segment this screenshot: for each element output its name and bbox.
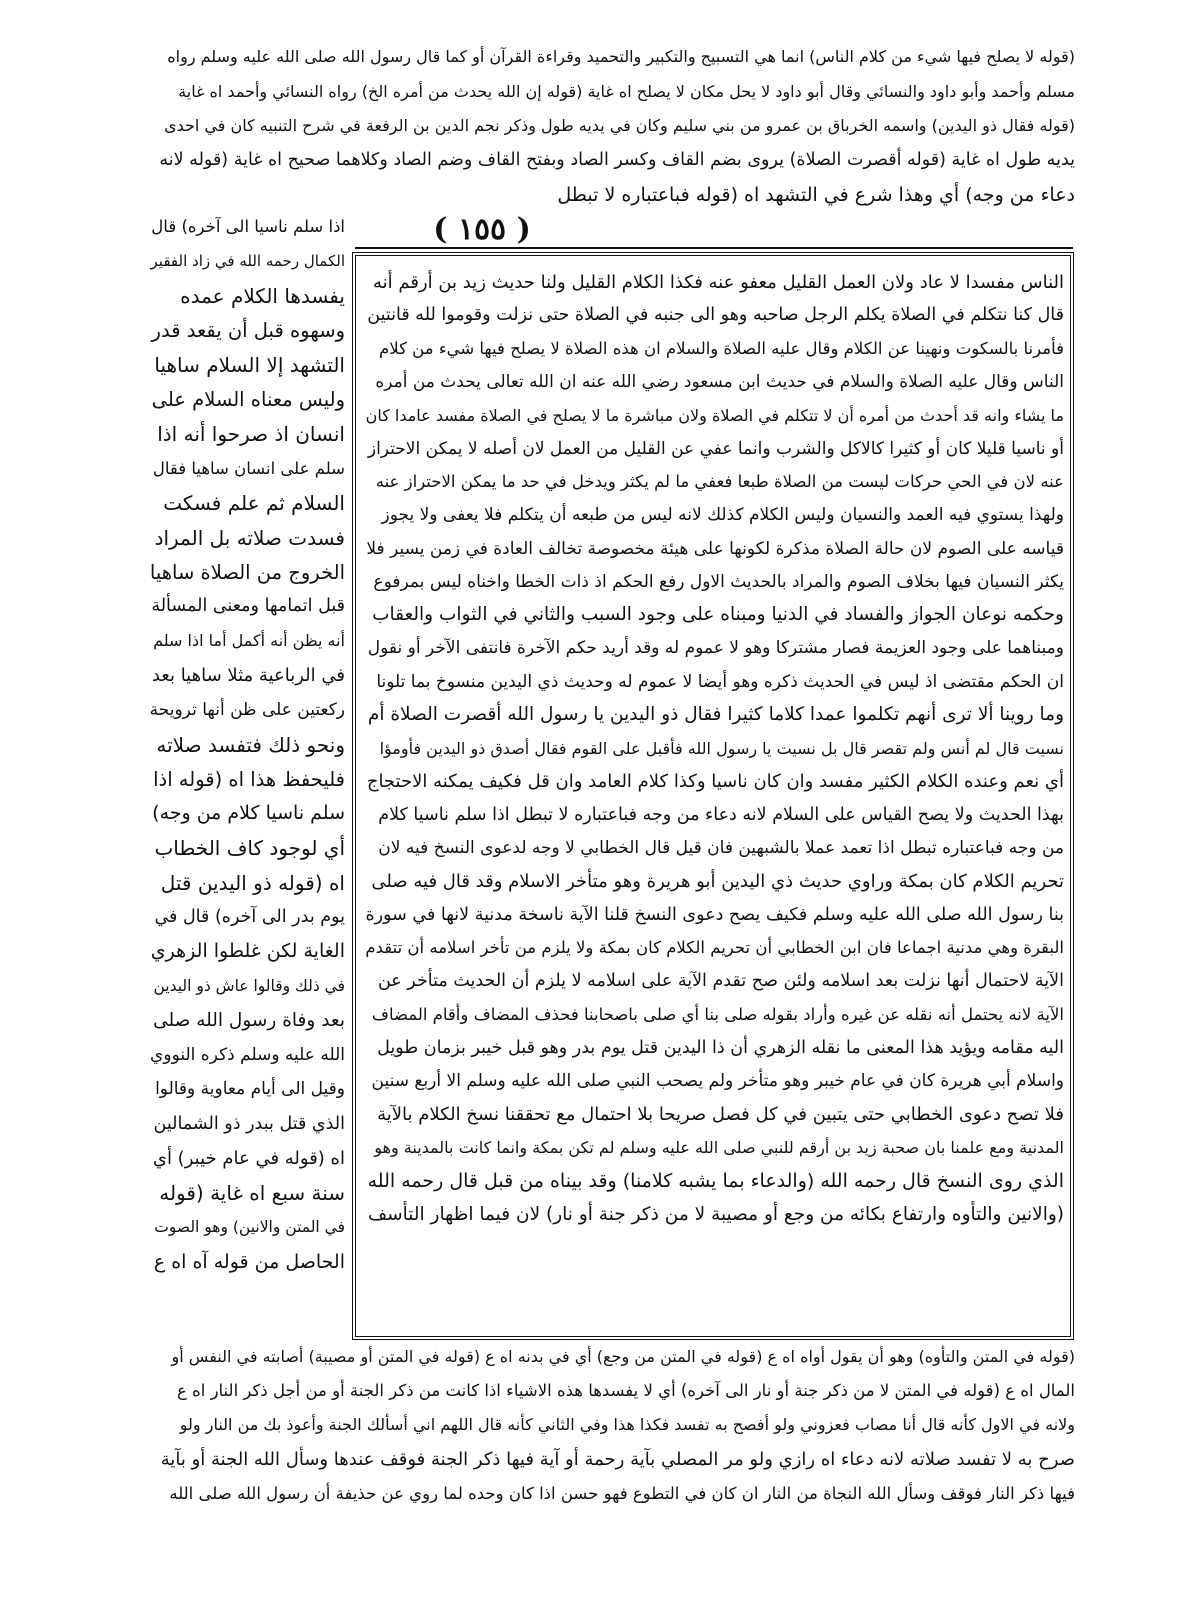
text-line: اذا سلم ناسيا الى آخره) قال — [151, 217, 345, 236]
header-divider — [355, 247, 1073, 249]
text-line: فيها ذكر النار فوقف وسأل الله النجاة من النار ان كان في التطوع فهو حسن اذا كان وحده لما روي عن حذيفة أن رسول الله صلى الله — [169, 1483, 1075, 1503]
text-line: ولهذا يستوي فيه العمد والنسيان وليس الكلام كذلك لانه ليس من طبعه أن يتكلم فلا يعفى ولا يجوز — [381, 505, 1064, 526]
text-line: الذي روى النسخ قال رحمه الله (والدعاء بما يشبه كلامنا) وقد بيناه من قبل قال رحمه الله — [367, 1170, 1064, 1193]
text-line: المال اه ع (قوله في المتن لا من ذكر جنة أو نار الى آخره) أي لا يفسدها هذه الاشياء اذا كانت من ذكر الجنة أو من أجل ذكر النار اه ع — [177, 1381, 1075, 1401]
text-line: ولانه في الاول كأنه قال أنا مصاب فعزوني ولو أفصح به تفسد فكذا هذا وفي الثاني كأنه قال اللهم اني أسألك الجنة وأعوذ بك من النار ولو — [179, 1415, 1075, 1435]
main-text — [362, 266, 1064, 1298]
top-commentary — [155, 40, 1075, 213]
text-line: يكثر النسيان فيها بخلاف الصوم والمراد بالحديث الاول رفع الحكم اذ ذات الخطا واخناه ليس بمرفوع — [373, 571, 1064, 592]
text-line: الله عليه وسلم ذكره النووي — [150, 1044, 345, 1065]
text-line: الناس مفسدا لا عاد ولان العمل القليل معفو عنه فكذا الكلام القليل ولنا حديث زيد بن أرقم أنه — [372, 271, 1064, 293]
text-line: المدنية ومع علمنا بان صحبة زيد بن أرقم للنبي صلى الله عليه وسلم لم تكن بمكة وانما كانت بالمدينة وهو — [374, 1138, 1064, 1158]
text-line: قبل اتمامها ومعنى المسألة — [151, 596, 345, 616]
text-line: سنة سبع اه غاية (قوله — [159, 1181, 345, 1206]
text-line — [362, 1232, 1064, 1265]
text-line: في ذلك وقالوا عاش ذو اليدين — [153, 976, 345, 995]
text-line — [362, 1265, 1064, 1298]
text-line: سلم ناسيا كلام من وجه) — [152, 802, 345, 825]
bottom-commentary — [155, 1340, 1075, 1511]
text-line: ركعتين على ظن أنها ترويحة — [150, 699, 345, 720]
text-line: الآية لانه يحتمل أنه نقله عن غيره وأراد بقوله صلى بنا أي صلى باصحابنا فحذف المضاف وأقام المضاف — [371, 1004, 1064, 1024]
text-line: نسيت قال لم أنس ولم تقصر قال بل نسيت يا رسول الله فأقبل على القوم فقال أصدق ذو اليدين فأومؤا — [379, 738, 1064, 758]
text-line: يفسدها الكلام عمده — [180, 284, 345, 309]
text-line: السلام ثم علم فسكت — [163, 491, 345, 516]
text-line: ونحو ذلك فتفسد صلاته — [156, 732, 345, 757]
text-line: وحكمه نوعان الجواز والفساد في الدنيا ومبناه على وجود السبب والثاني في الثواب والعقاب — [372, 604, 1064, 626]
text-line: (قوله في المتن والتأوه) وهو أن يقول أواه اه ع (قوله في المتن من وجع) أي في بدنه اه ع (قوله في المتن أو مصيبة) أصابته في النفس أو — [171, 1347, 1075, 1367]
text-line: فلا تصح دعوى الخطابي حتى يتبين في كل فصل صريحا بلا احتمال مع تحققنا نسخ الكلام بالآية — [377, 1104, 1064, 1126]
margin-commentary — [150, 210, 345, 1280]
text-line: اه (قوله في عام خيبر) أي — [152, 1147, 345, 1169]
text-line: بعد وفاة رسول الله صلى — [153, 1009, 345, 1031]
text-line: في الرباعية مثلا ساهيا بعد — [151, 664, 345, 686]
text-line: وسهوه قبل أن يقعد قدر — [151, 319, 345, 342]
text-line: واسلام أبي هريرة كان في عام خيبر وهو متأخر ولم يصحب النبي صلى الله عليه وسلم الا أربع سنين — [371, 1071, 1064, 1092]
text-line: (والانين والتأوه وارتفاع بكائه من وجع أو مصيبة لا من ذكر جنة أو نار) لان فيما اظهار التأسف — [367, 1203, 1064, 1225]
text-line: التشهد إلا السلام ساهيا — [154, 353, 345, 378]
text-line: ومبناهما على وجود العزيمة فصار مشتركا وهو لا عموم له وقد أريد حكم الآخرة فانتفى الآخر أو نقول — [367, 638, 1064, 659]
text-line: ما يشاء وانه قد أحدث من أمره أن لا تتكلم في الصلاة ولان مباشرة ما لا يصلح في الصلاة مفسد عامدا كان — [365, 405, 1064, 425]
text-line: الذي قتل ببدر ذو الشمالين — [153, 1113, 345, 1134]
text-line: (قوله لا يصلح فيها شيء من كلام الناس) انما هي التسبيح والتكبير والتحميد وقراءة القرآن أو كما قال رسول الله صلى الله عليه وسلم رواه — [167, 47, 1075, 67]
text-line: الغاية لكن غلطوا الزهري — [150, 940, 345, 963]
text-line: أنه يظن أنه أكمل أما اذا سلم — [153, 631, 345, 651]
text-line: وليس معناه السلام على — [151, 388, 345, 411]
text-line: الحاصل من قوله آه اه ع — [153, 1250, 345, 1273]
text-line: من وجه فباعتباره تبطل اذا تعمد عملا بالشبهين فان قيل قال الخطابي لا وجه لدعوى النسخ فيه لان — [378, 838, 1064, 859]
text-line: الآية لاحتمال أنها نزلت بعد اسلامه ولئن صح تقدم الآية على اسلامه لا يلزم أن الحديث متأخر عن — [377, 971, 1064, 992]
text-line: بهذا الحديث ولا يصح القياس على السلام لانه دعاء من وجه فباعتباره لا تبطل اذا سلم ناسيا كلام — [378, 804, 1064, 825]
text-line: الكمال رحمه الله في زاد الفقير — [150, 252, 345, 271]
text-line: فليحفظ هذا اه (قوله اذا — [153, 767, 345, 791]
text-line: يوم بدر الى آخره) قال في — [154, 906, 345, 927]
text-line: أي نعم وعنده الكلام الكثير مفسد وان كان ناسيا وكذا كلام العامد وان قل فكيف يمكنه الاحتجاج — [366, 771, 1064, 793]
text-line: يديه طول اه غاية (قوله أقصرت الصلاة) يروى بضم القاف وكسر الصاد وبفتح القاف وضم الصاد وكلاهما صحيح اه غاية (قوله لانه — [159, 150, 1075, 170]
text-line: الخروج من الصلاة ساهيا — [150, 560, 345, 584]
text-line: البقرة وهي مدنية اجماعا فان ابن الخطابي أن تحريم الكلام كان بمكة ولا يلزم من تأخر اسلامه أن تتقدم — [365, 938, 1064, 958]
text-line: أي لوجود كاف الخطاب — [154, 836, 345, 861]
text-line: اه (قوله ذو اليدين قتل — [160, 870, 345, 895]
text-line: صرح به لا تفسد صلاته لانه دعاء اه رازي ولو مر المصلي بآية رحمة أو آية فيها ذكر الجنة فوقف عندها وسأل الله الجنة أو بآية — [160, 1448, 1075, 1470]
text-line: الناس وقال عليه الصلاة والسلام في حديث ابن مسعود رضي الله عنه ان الله تعالى يحدث من أمره — [375, 372, 1064, 393]
text-line: ان الحكم مقتضى اذ ليس في الحديث ذكره وهو أيضا لا عموم له وحديث ذي اليدين منسوخ بما تلونا — [376, 671, 1064, 692]
text-line: عنه لان في الحي حركات ليست من الصلاة طبعا فعفي ما لم يكثر ويدخل في حد ما يمكن الاحتراز عنه — [375, 472, 1064, 492]
text-line: قياسه على الصوم لان حالة الصلاة مذكرة لكونها على هيئة مخصوصة تخالف العادة في زمن يسير فلا — [366, 538, 1064, 559]
text-line: دعاء من وجه) أي وهذا شرع في التشهد اه (قوله فباعتباره لا تبطل — [557, 183, 1075, 206]
page-number: ( ١٥٥ ) — [433, 212, 531, 247]
text-line: أو ناسيا قليلا كان أو كثيرا كالاكل والشرب وانما عفي عن القليل من العمل لان أصله لا يمكن الاحتراز — [367, 438, 1064, 459]
text-line: اليه مقامه ويؤيد هذا المعنى ما نقله الزهري أن ذا اليدين قتل يوم بدر وهو قبل خيبر بزمان طويل — [377, 1037, 1064, 1058]
text-line: بنا رسول الله صلى الله عليه وسلم فكيف يصح دعوى النسخ قلنا الآية ناسخة مدنية لانها في سورة — [365, 904, 1064, 925]
text-line: قال كنا نتكلم في الصلاة يكلم الرجل صاحبه وهو الى جنبه في الصلاة حتى نزلت وقوموا لله قانتين — [367, 305, 1064, 326]
text-line: فأمرنا بالسكوت ونهينا عن الكلام وقال عليه الصلاة والسلام ان هذه الصلاة لا يصلح فيها شيء من كلام — [379, 338, 1064, 358]
text-line: مسلم وأحمد وأبو داود والنسائي وقال أبو داود لا يحل مكان لا يصلح اه غاية (قوله إن الله يحدث من أمره الخ) رواه النسائي وأحمد اه غاية — [178, 81, 1075, 101]
text-line: انسان اذ صرحوا أنه اذا — [157, 422, 345, 447]
text-line: في المتن والانين) وهو الصوت — [154, 1218, 345, 1236]
text-line: وما روينا ألا ترى أنهم تكلموا عمدا كلاما كثيرا فقال ذو اليدين يا رسول الله أقصرت الصلاة أم — [367, 704, 1064, 726]
text-line: سلم على انسان ساهيا فقال — [152, 458, 345, 478]
text-line: (قوله فقال ذو اليدين) واسمه الخرباق بن عمرو من بني سليم وكان في يديه طول وذكر نجم الدين بن الرفعة في شرح التنبيه كان في احدى — [164, 116, 1075, 136]
text-line: تحريم الكلام كان بمكة وراوي حديث ذي اليدين أبو هريرة وهو متأخر الاسلام وقد قال فيه صلى — [371, 870, 1064, 892]
text-line: فسدت صلاته بل المراد — [154, 525, 345, 550]
text-line: وقيل الى أيام معاوية وقالوا — [155, 1079, 345, 1100]
